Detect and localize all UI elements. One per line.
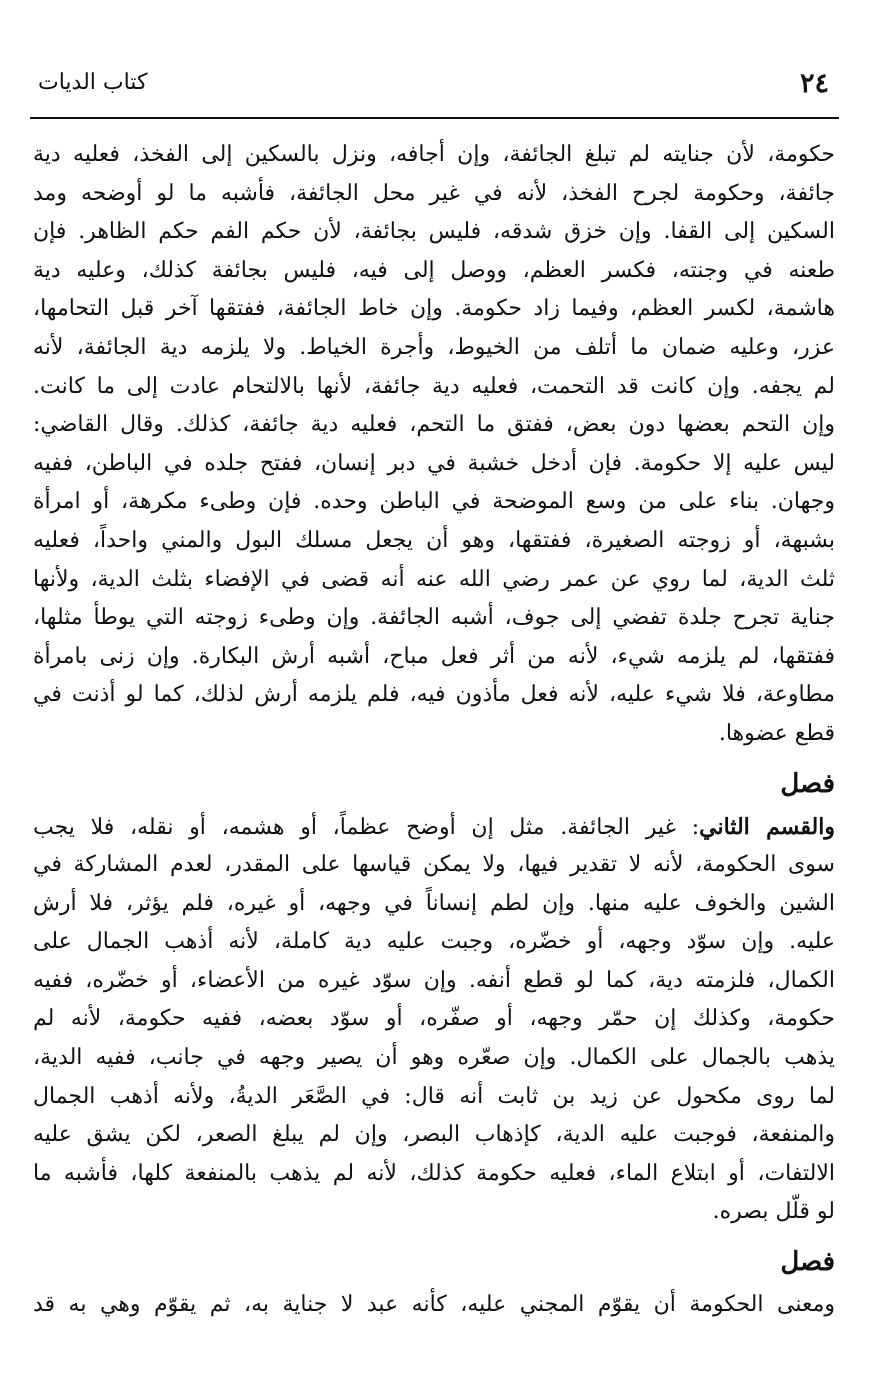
text-line: لم يجفه. وإن كانت قد التحمت، فعليه دية جائفة، لأنها بالالتحام عادت إلى ما كانت. <box>33 373 835 399</box>
text-line: هاشمة، لكسر العظم، وفيما زاد حكومة. وإن خاط الجائفة، ففتقها آخر قبل التحامها، <box>33 296 835 322</box>
page-body <box>33 136 835 1325</box>
section-3 <box>33 1286 835 1325</box>
section-heading: فصل <box>780 1247 835 1278</box>
text-line: وإن التحم بعضها دون بعض، ففتق ما التحم، فعليه دية جائفة، كذلك. وقال القاضي: <box>33 412 835 438</box>
running-title: كتاب الديات <box>38 70 148 95</box>
section-lead-phrase: والقسم الثاني <box>699 813 835 840</box>
text-line: الكمال، فلزمته دية، كما لو قطع أنفه. وإن سوّد غيره من الأعضاء، أو خضّره، ففيه <box>33 967 835 993</box>
text-line: ثلث الدية، لما روي عن عمر رضي الله عنه أنه قضى في الإفضاء بثلث الدية، ولأنها <box>33 566 835 592</box>
text-line: ففتقها، لم يلزمه شيء، لأنه من أثر فعل مباح، أشبه أرش البكارة. وإن زنى بامرأة <box>33 643 835 669</box>
text-line: لما روى مكحول عن زيد بن ثابت أنه قال: في الصَّعَر الديةُ، ولأنه أذهب الجمال <box>33 1083 835 1109</box>
text-line: لو قلّل بصره. <box>712 1199 835 1225</box>
text-line: الشين والخوف عليه منها. وإن لطم إنساناً في وجهه، أو غيره، فلم يؤثر، فلا أرش <box>33 890 835 916</box>
text-line: حكومة، لأن جنايته لم تبلغ الجائفة، وإن أجافه، ونزل بالسكين إلى الفخذ، فعليه دية <box>33 142 835 167</box>
text-line: عليه. وإن سوّد وجهه، أو خضّره، وجبت عليه دية كاملة، لأنه أذهب الجمال على <box>33 929 835 955</box>
header-divider <box>30 117 839 119</box>
section-1 <box>33 136 835 754</box>
text-line: الالتفات، أو ابتلاع الماء، فعليه حكومة كذلك، لأنه لم يذهب بالمنفعة كلها، فأشبه ما <box>33 1160 835 1186</box>
text-line: جائفة، وحكومة لجرح الفخذ، لأنه في غير محل الجائفة، فأشبه ما لو أوضحه ومد <box>33 180 835 206</box>
first-line-text: : غير الجائفة. مثل إن أوضح عظماً، أو هشمه، أو نقله، فلا يجب <box>33 814 700 840</box>
text-line: يذهب بالجمال على الكمال. وإن صعّره وهو أن يصير وجهه في جانب، ففيه الدية، <box>33 1045 835 1071</box>
text-line: طعنه في وجنته، فكسر العظم، ووصل إلى فيه، فليس بجائفة كذلك، وعليه دية <box>33 257 835 283</box>
text-line: وجهان. بناء على من وسع الموضحة في الباطن وحده. فإن وطىء مكرهة، أو امرأة <box>33 489 835 515</box>
text-line: سوى الحكومة، لأنه لا تقدير فيها، ولا يمكن قياسها على المقدر، لعدم المشاركة في <box>33 852 835 878</box>
text-line: مطاوعة، فلا شيء عليه، لأنه فعل مأذون فيه، فلم يلزمه أرش لذلك، كما لو أذنت في <box>33 682 835 708</box>
text-line: عزر، وعليه ضمان ما أتلف من الخيوط، وأجرة الخياط. ولا يلزمه دية الجائفة، لأنه <box>33 334 835 360</box>
text-line: جناية تجرح جلدة تفضي إلى جوف، أشبه الجائفة. وإن وطىء زوجته التي يوطأ مثلها، <box>33 605 835 631</box>
text-line: ومعنى الحكومة أن يقوّم المجني عليه، كأنه عبد لا جناية به، ثم يقوّم وهي به قد <box>33 1292 835 1318</box>
text-line: بشبهة، أو زوجته الصغيرة، ففتقها، وهو أن يجعل مسلك البول والمني واحداً، فعليه <box>33 527 835 553</box>
text-line: ليس عليه إلا حكومة. فإن أدخل خشبة في دبر إنسان، ففتح جلده في الباطن، ففيه <box>33 450 835 476</box>
page-number: ٢٤ <box>799 68 829 99</box>
text-line: قطع عضوها. <box>718 720 835 746</box>
text-line: حكومة، وكذلك إن حمّر وجهه، أو صفّره، أو سوّد بعضه، ففيه حكومة، لأنه لم <box>33 1006 835 1032</box>
text-line: السكين إلى القفا. وإن خزق شدقه، فليس بجائفة، لأن حكم الفم حكم الظاهر. فإن <box>33 219 835 245</box>
text-line-first <box>33 808 835 847</box>
text-line: والمنفعة، فوجبت عليه الدية، كإذهاب البصر، وإن لم يبلغ الصعر، لكن يشق عليه <box>33 1122 835 1148</box>
section-heading: فصل <box>780 768 835 799</box>
section-2 <box>33 808 835 1233</box>
page-header <box>30 62 843 106</box>
